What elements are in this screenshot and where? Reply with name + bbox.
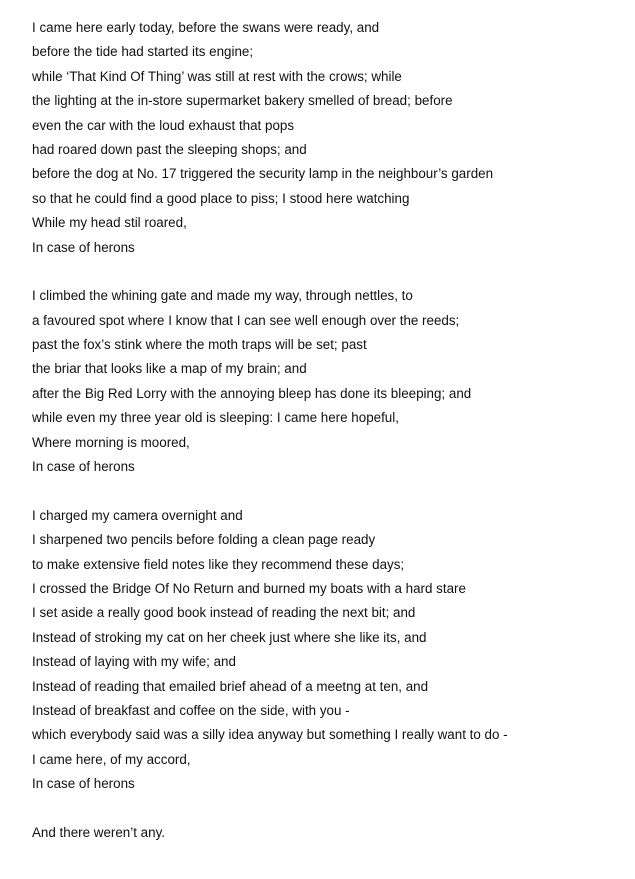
poem-line: Instead of stroking my cat on her cheek just where she like its, and: [32, 629, 427, 645]
poem-line: I sharpened two pencils before folding a clean page ready: [32, 532, 376, 548]
poem-document: [32, 16, 627, 870]
poem-line: Instead of reading that emailed brief ahead of a meetng at ten, and: [32, 678, 429, 694]
stanza-4: [32, 821, 627, 845]
poem-line: I came here early today, before the swans were ready, and: [32, 20, 380, 35]
poem-line: Instead of laying with my wife; and: [32, 654, 236, 670]
poem-line: which everybody said was a silly idea anyway but something I really want to do -: [32, 727, 508, 743]
poem-line: Where morning is moored,: [32, 434, 190, 450]
poem-line: While my head stil roared,: [32, 215, 187, 231]
poem-line: after the Big Red Lorry with the annoying bleep has done its bleeping; and: [32, 385, 472, 401]
poem-line: the lighting at the in-store supermarket bakery smelled of bread; before: [32, 93, 453, 109]
poem-line: before the dog at No. 17 triggered the security lamp in the neighbour’s garden: [32, 166, 494, 182]
poem-line: before the tide had started its engine;: [32, 44, 254, 60]
poem-line: while even my three year old is sleeping: I came here hopeful,: [32, 410, 399, 426]
stanza-2: [32, 284, 627, 479]
stanza-1: [32, 16, 627, 260]
poem-line: even the car with the loud exhaust that pops: [32, 117, 295, 133]
poem-line: I came here, of my accord,: [32, 751, 191, 767]
closing-line: And there weren’t any.: [32, 824, 165, 840]
refrain-line: In case of herons: [32, 459, 135, 475]
poem-line: I crossed the Bridge Of No Return and burned my boats with a hard stare: [32, 580, 466, 596]
poem-line: Instead of breakfast and coffee on the side, with you -: [32, 702, 350, 718]
refrain-line: In case of herons: [32, 776, 135, 792]
refrain-line: In case of herons: [32, 239, 135, 255]
stanza-3: [32, 504, 627, 797]
poem-line: so that he could find a good place to piss; I stood here watching: [32, 190, 410, 206]
poem-line: I charged my camera overnight and: [32, 507, 243, 523]
poem-line: had roared down past the sleeping shops; and: [32, 141, 307, 157]
poem-line: to make extensive field notes like they recommend these days;: [32, 556, 405, 572]
poem-line: the briar that looks like a map of my brain; and: [32, 361, 307, 377]
poem-line: a favoured spot where I know that I can see well enough over the reeds;: [32, 312, 460, 328]
poem-line: past the fox’s stink where the moth traps will be set; past: [32, 337, 367, 353]
poem-line: while ‘That Kind Of Thing’ was still at rest with the crows; while: [32, 68, 402, 84]
poem-line: I climbed the whining gate and made my way, through nettles, to: [32, 288, 413, 304]
poem-line: I set aside a really good book instead of reading the next bit; and: [32, 605, 416, 621]
